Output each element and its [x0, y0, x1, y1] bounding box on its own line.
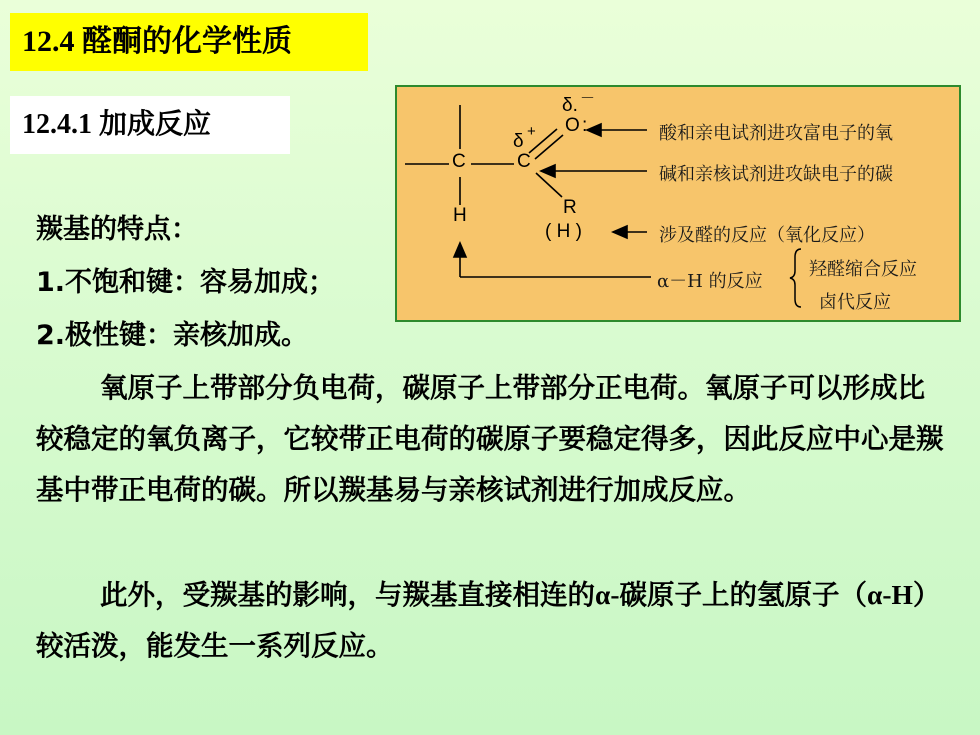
label-oxygen-attack: 酸和亲电试剂进攻富电子的氧 — [659, 123, 893, 144]
label-carbon-attack: 碱和亲核试剂进攻缺电子的碳 — [659, 164, 893, 185]
oxygen-atom: O — [565, 115, 580, 136]
paragraph-2-alpha: α- — [595, 579, 620, 610]
label-aldehyde-reaction: 涉及醛的反应（氧化反应） — [659, 225, 875, 246]
hydrogen-alt: ( H ) — [545, 221, 582, 242]
reaction-aldol: 羟醛缩合反应 — [809, 259, 917, 280]
feature-item-2: 2.极性键：亲核加成。 — [36, 320, 309, 351]
carbonyl-diagram — [395, 85, 961, 322]
paragraph-2-alpha-h: α-H — [867, 579, 913, 610]
delta-plus-symbol: δ — [513, 131, 524, 152]
paragraph-2 — [36, 569, 951, 672]
minus-sign: － — [580, 90, 596, 107]
feature-item-1: 1.不饱和键：容易加成； — [36, 267, 336, 298]
features-heading: 羰基的特点： — [36, 214, 198, 245]
r-group: R — [563, 197, 577, 218]
section-title: 12.4 醛酮的化学性质 — [10, 13, 368, 71]
delta-minus-symbol: δ. — [562, 95, 578, 116]
lone-pair: : — [582, 115, 588, 136]
paragraph-2-after: ）较活泼，能发生一系列反应。 — [36, 579, 941, 662]
label-alpha-h: α－H 的反应 — [657, 271, 763, 292]
paragraph-1-text: 氧原子上带部分负电荷，碳原子上带部分正电荷。氧原子可以形成比较稳定的氧负离子，它较带正电荷的碳原子要稳定得多，因此反应中心是羰基中带正电荷的碳。所以羰基易与亲核试剂进行加成反应。 — [36, 372, 944, 506]
paragraph-2-before: 此外，受羰基的影响，与羰基直接相连的 — [100, 579, 595, 611]
carbon-atom-1: C — [452, 151, 466, 172]
hydrogen-atom: H — [453, 205, 467, 226]
subsection-title: 12.4.1 加成反应 — [10, 96, 290, 154]
plus-sign: + — [527, 123, 536, 140]
paragraph-2-middle: 碳原子上的氢原子（ — [619, 579, 868, 611]
carbon-atom-2: C — [517, 151, 531, 172]
paragraph-1 — [36, 363, 951, 516]
reaction-halogenation: 卤代反应 — [819, 292, 891, 313]
